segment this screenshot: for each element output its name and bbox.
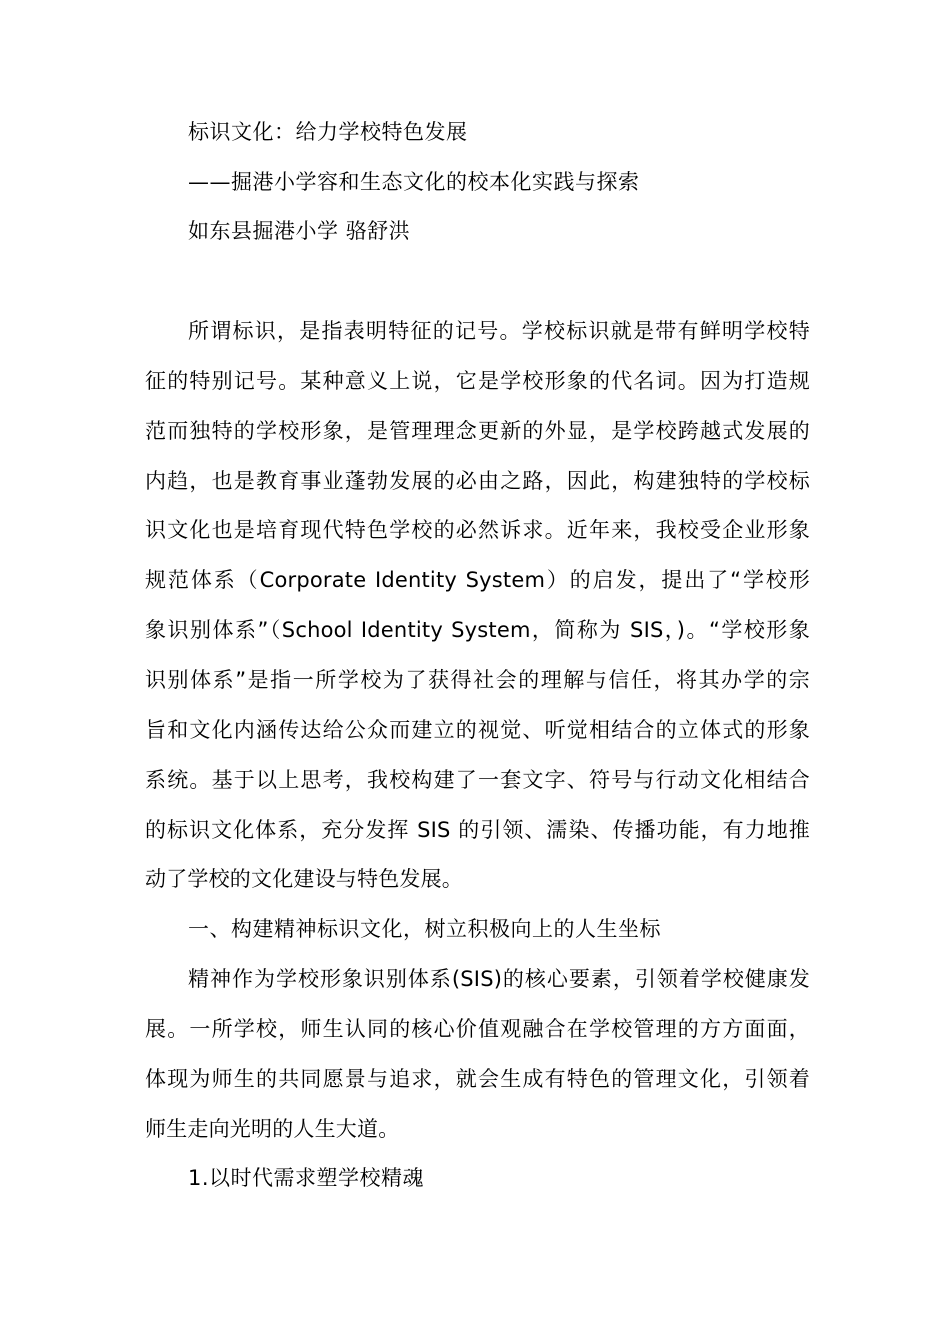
document-subtitle: ——掘港小学容和生态文化的校本化实践与探索	[188, 170, 640, 194]
paragraph-line: 规范体系（Corporate Identity System）的启发，提出了“学校形	[145, 568, 810, 592]
paragraph-line: 师生走向光明的人生大道。	[145, 1117, 400, 1141]
paragraph-line: 征的特别记号。某种意义上说，它是学校形象的代名词。因为打造规	[145, 369, 810, 393]
document-author: 如东县掘港小学 骆舒洪	[188, 219, 411, 243]
section-heading: 一、构建精神标识文化，树立积极向上的人生坐标	[188, 917, 661, 941]
paragraph-line: 内趋，也是教育事业蓬勃发展的必由之路，因此，构建独特的学校标	[145, 469, 810, 493]
paragraph-line: 识文化也是培育现代特色学校的必然诉求。近年来，我校受企业形象	[145, 518, 810, 542]
paragraph-line: 展。一所学校，师生认同的核心价值观融合在学校管理的方方面面，	[145, 1017, 810, 1041]
document-title: 标识文化：给力学校特色发展	[188, 120, 468, 144]
paragraph-line: 识别体系”是指一所学校为了获得社会的理解与信任，将其办学的宗	[145, 668, 810, 692]
paragraph-line: 体现为师生的共同愿景与追求，就会生成有特色的管理文化，引领着	[145, 1067, 810, 1091]
paragraph-line: 系统。基于以上思考，我校构建了一套文字、符号与行动文化相结合	[145, 768, 810, 792]
paragraph-line: 的标识文化体系，充分发挥 SIS 的引领、濡染、传播功能，有力地推	[145, 818, 810, 842]
paragraph-line: 精神作为学校形象识别体系(SIS)的核心要素，引领着学校健康发	[188, 967, 810, 991]
paragraph-line: 旨和文化内涵传达给公众而建立的视觉、听觉相结合的立体式的形象	[145, 718, 810, 742]
paragraph-line: 动了学校的文化建设与特色发展。	[145, 867, 463, 891]
paragraph-line: 所谓标识，是指表明特征的记号。学校标识就是带有鲜明学校特	[188, 319, 810, 343]
paragraph-line: 象识别体系”（School Identity System，简称为 SIS，)。“学校形象	[145, 618, 810, 642]
subsection-heading: 1.以时代需求塑学校精魂	[188, 1166, 425, 1190]
paragraph-line: 范而独特的学校形象，是管理理念更新的外显，是学校跨越式发展的	[145, 419, 810, 443]
